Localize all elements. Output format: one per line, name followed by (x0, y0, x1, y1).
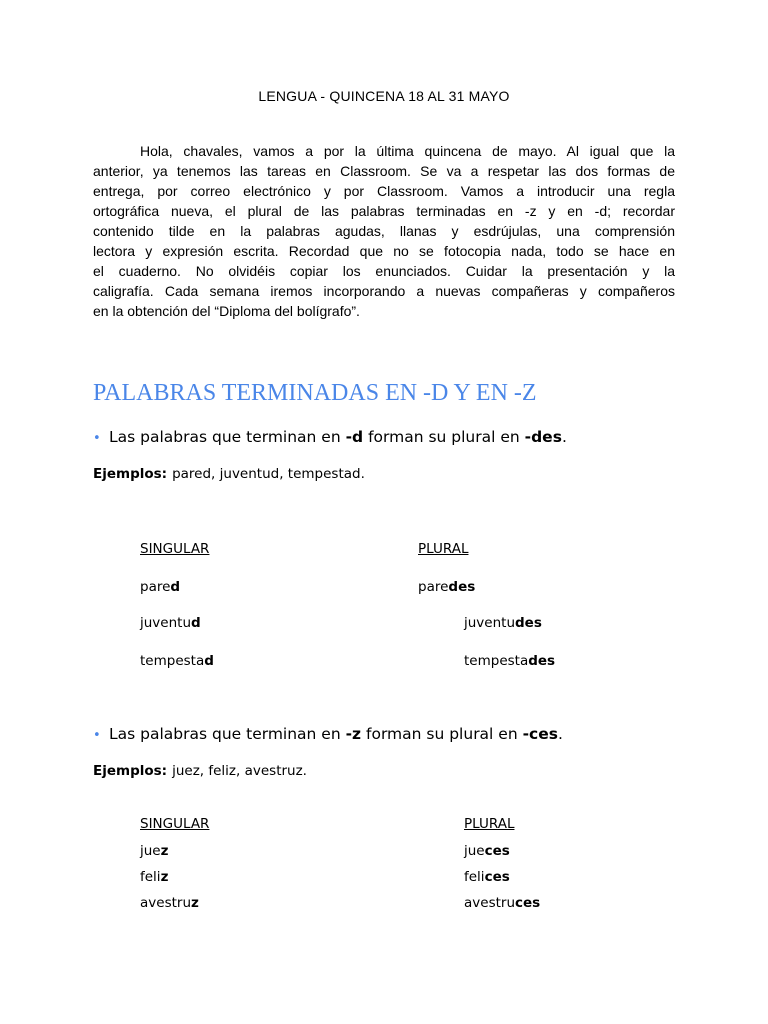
word-ending: des (448, 579, 476, 595)
intro-line: anterior, ya tenemos las tareas en Classroom. Se va a respetar las dos formas de (93, 163, 675, 179)
rule-plural-ending: -ces (522, 725, 558, 743)
bullet-icon: • (93, 728, 101, 743)
word-ending: z (160, 843, 169, 859)
word-ending: z (191, 895, 199, 911)
rule-text: Las palabras que terminan en (109, 725, 346, 743)
rule-z-bullet-item (93, 724, 563, 746)
word-stem: tempesta (464, 653, 529, 669)
plural-header: PLURAL (464, 816, 515, 832)
word-stem: feli (464, 869, 485, 885)
rule-plural-ending: -des (524, 428, 562, 446)
plural-header: PLURAL (418, 541, 469, 557)
singular-word (140, 578, 180, 596)
singular-header: SINGULAR (140, 816, 210, 832)
intro-line: el cuaderno. No olvidéis copiar los enunciados. Cuidar la presentación y la (93, 263, 675, 279)
word-ending: des (528, 653, 556, 669)
word-ending: d (204, 653, 214, 669)
examples-label: Ejemplos: (93, 466, 168, 482)
intro-line: contenido tilde en la palabras agudas, llanas y esdrújulas, una comprensión (93, 223, 675, 239)
singular-word (140, 868, 168, 886)
intro-line: ortográfica nueva, el plural de las palabras terminadas en -z y en -d; recordar (93, 203, 675, 219)
examples-line (93, 762, 307, 780)
word-ending: ces (484, 843, 510, 859)
word-stem: avestru (140, 895, 192, 911)
examples-line (93, 465, 365, 483)
rule-text: forman su plural en (363, 428, 525, 446)
intro-paragraph (93, 141, 675, 321)
word-stem: pare (418, 579, 449, 595)
bullet-icon: • (93, 431, 101, 446)
singular-word (140, 894, 199, 912)
word-stem: pare (140, 579, 171, 595)
word-ending: des (515, 615, 542, 631)
rule-text: Las palabras que terminan en (109, 428, 346, 446)
word-stem: avestru (464, 895, 516, 911)
rule-ending: -d (345, 428, 364, 446)
examples-text: juez, feliz, avestruz. (172, 763, 307, 779)
word-stem: tempesta (140, 653, 205, 669)
word-ending: z (160, 869, 169, 885)
singular-word (140, 614, 201, 632)
word-stem: juventu (140, 615, 192, 631)
rule-text: . (557, 725, 563, 743)
plural-word (464, 894, 540, 912)
plural-word (464, 614, 542, 632)
rule-d-bullet-item (93, 427, 567, 449)
rule-text: forman su plural en (361, 725, 523, 743)
document-title: LENGUA - QUINCENA 18 AL 31 MAYO (258, 88, 510, 104)
intro-line: en la obtención del “Diploma del bolígrafo”. (93, 303, 360, 319)
singular-word (140, 842, 168, 860)
intro-line: entrega, por correo electrónico y por Classroom. Vamos a introducir una regla (93, 183, 675, 199)
plural-word (464, 868, 510, 886)
word-ending: d (170, 579, 181, 595)
plural-word (464, 652, 555, 670)
plural-word (418, 578, 475, 596)
singular-word (140, 652, 214, 670)
word-ending: ces (515, 895, 541, 911)
examples-text: pared, juventud, tempestad. (172, 466, 365, 482)
word-stem: juventu (464, 615, 516, 631)
rule-text: . (561, 428, 567, 446)
word-ending: d (191, 615, 201, 631)
plural-word (464, 842, 510, 860)
rule-ending: -z (345, 725, 362, 743)
section-heading: PALABRAS TERMINADAS EN -D Y EN -Z (93, 380, 537, 406)
examples-label: Ejemplos: (93, 763, 168, 779)
word-stem: feli (140, 869, 161, 885)
word-stem: jue (464, 843, 485, 859)
intro-line: Hola, chavales, vamos a por la última quincena de mayo. Al igual que la (140, 143, 675, 159)
word-stem: jue (140, 843, 161, 859)
intro-line: lectora y expresión escrita. Recordad que no se fotocopia nada, todo se hace en (93, 243, 675, 259)
word-ending: ces (484, 869, 510, 885)
intro-line: caligrafía. Cada semana iremos incorporando a nuevas compañeras y compañeros (93, 283, 675, 299)
singular-header: SINGULAR (140, 541, 210, 557)
